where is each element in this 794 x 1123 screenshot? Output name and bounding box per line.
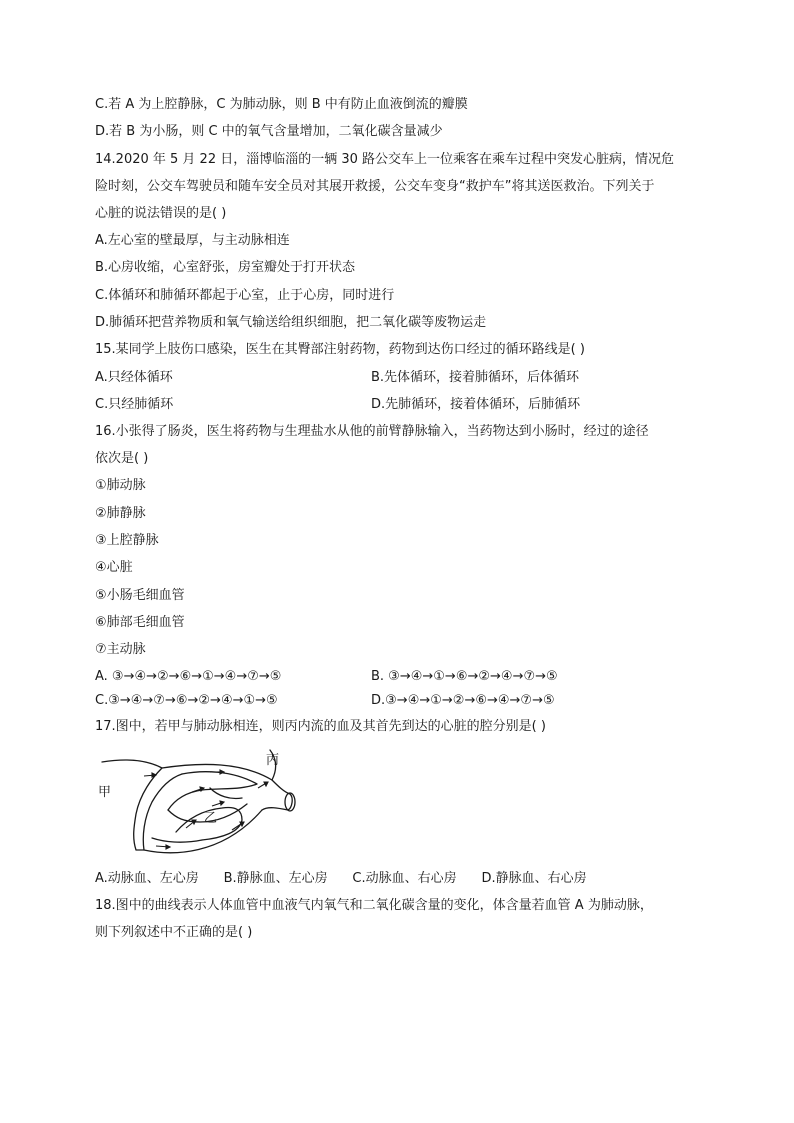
- q14-option-c: C.体循环和肺循环都起于心室，止于心房，同时进行: [95, 288, 395, 303]
- flow-arrowhead: [264, 782, 268, 786]
- q16-item: ④心脏: [95, 560, 133, 575]
- capillary-network-diagram: [92, 748, 312, 858]
- q16-stem-line2: 依次是( ): [95, 451, 149, 466]
- q14-option-b: B.心房收缩，心室舒张，房室瓣处于打开状态: [95, 260, 356, 275]
- q14-stem-line3: 心脏的说法错误的是( ): [95, 206, 227, 221]
- label-bing: 丙: [266, 753, 280, 768]
- q16-option-c: C.③→④→⑦→⑥→②→④→①→⑤: [95, 693, 278, 708]
- q14-stem-line1: 14.2020 年 5 月 22 日，淄博临淄的一辆 30 路公交车上一位乘客在乘车过程中突发心脏病，情况危: [95, 152, 675, 167]
- flow-arrowhead: [152, 773, 156, 777]
- flow-arrowhead: [220, 801, 224, 805]
- q16-option-d: D.③→④→①→②→⑥→④→⑦→⑤: [371, 693, 555, 708]
- vessel-jia-outline: [102, 760, 182, 850]
- q16-option-b: B. ③→④→①→⑥→②→④→⑦→⑤: [371, 669, 558, 684]
- q13-option-c: C.若 A 为上腔静脉，C 为肺动脉，则 B 中有防止血液倒流的瓣膜: [95, 97, 468, 112]
- q15-option-c: C.只经肺循环: [95, 397, 174, 412]
- capillary-network-svg: [92, 748, 312, 858]
- capillary-loop: [152, 838, 202, 842]
- q18-stem-line1: 18.图中的曲线表示人体血管中血液气内氧气和二氧化碳含量的变化，体含量若血管 A 为肺动脉，: [95, 898, 653, 913]
- label-jia: 甲: [98, 785, 112, 800]
- q16-option-a: A. ③→④→②→⑥→①→④→⑦→⑤: [95, 669, 282, 684]
- q16-item: ⑤小肠毛细血管: [95, 588, 185, 603]
- q16-item: ⑦主动脉: [95, 642, 146, 657]
- q17-options: A.动脉血、左心房 B.静脉血、左心房 C.动脉血、右心房 D.静脉血、右心房: [95, 871, 587, 886]
- q15-stem: 15.某同学上肢伤口感染，医生在其臀部注射药物，药物到达伤口经过的循环路线是( ): [95, 342, 585, 357]
- q16-item: ②肺静脉: [95, 506, 146, 521]
- q15-option-b: B.先体循环，接着肺循环，后体循环: [371, 370, 580, 385]
- q18-stem-line2: 则下列叙述中不正确的是( ): [95, 925, 253, 940]
- q16-item: ③上腔静脉: [95, 533, 159, 548]
- q17-stem: 17.图中，若甲与肺动脉相连，则丙内流的血及其首先到达的心脏的腔分别是( ): [95, 719, 546, 734]
- flow-arrowhead: [166, 845, 170, 849]
- q14-option-a: A.左心室的壁最厚，与主动脉相连: [95, 233, 290, 248]
- q15-option-d: D.先肺循环，接着体循环，后肺循环: [371, 397, 581, 412]
- q15-option-a: A.只经体循环: [95, 370, 173, 385]
- q16-item: ①肺动脉: [95, 478, 146, 493]
- q16-stem-line1: 16.小张得了肠炎，医生将药物与生理盐水从他的前臂静脉输入，当药物达到小肠时，经过的途径: [95, 424, 649, 439]
- q14-option-d: D.肺循环把营养物质和氧气输送给组织细胞，把二氧化碳等废物运走: [95, 315, 487, 330]
- label-yi: 乙: [204, 811, 218, 826]
- q16-item: ⑥肺部毛细血管: [95, 615, 185, 630]
- q14-stem-line2: 险时刻，公交车驾驶员和随车安全员对其展开救援，公交车变身“救护车”将其送医救治。下列关于: [95, 179, 655, 194]
- q13-option-d: D.若 B 为小肠，则 C 中的氧气含量增加，二氧化碳含量减少: [95, 124, 443, 139]
